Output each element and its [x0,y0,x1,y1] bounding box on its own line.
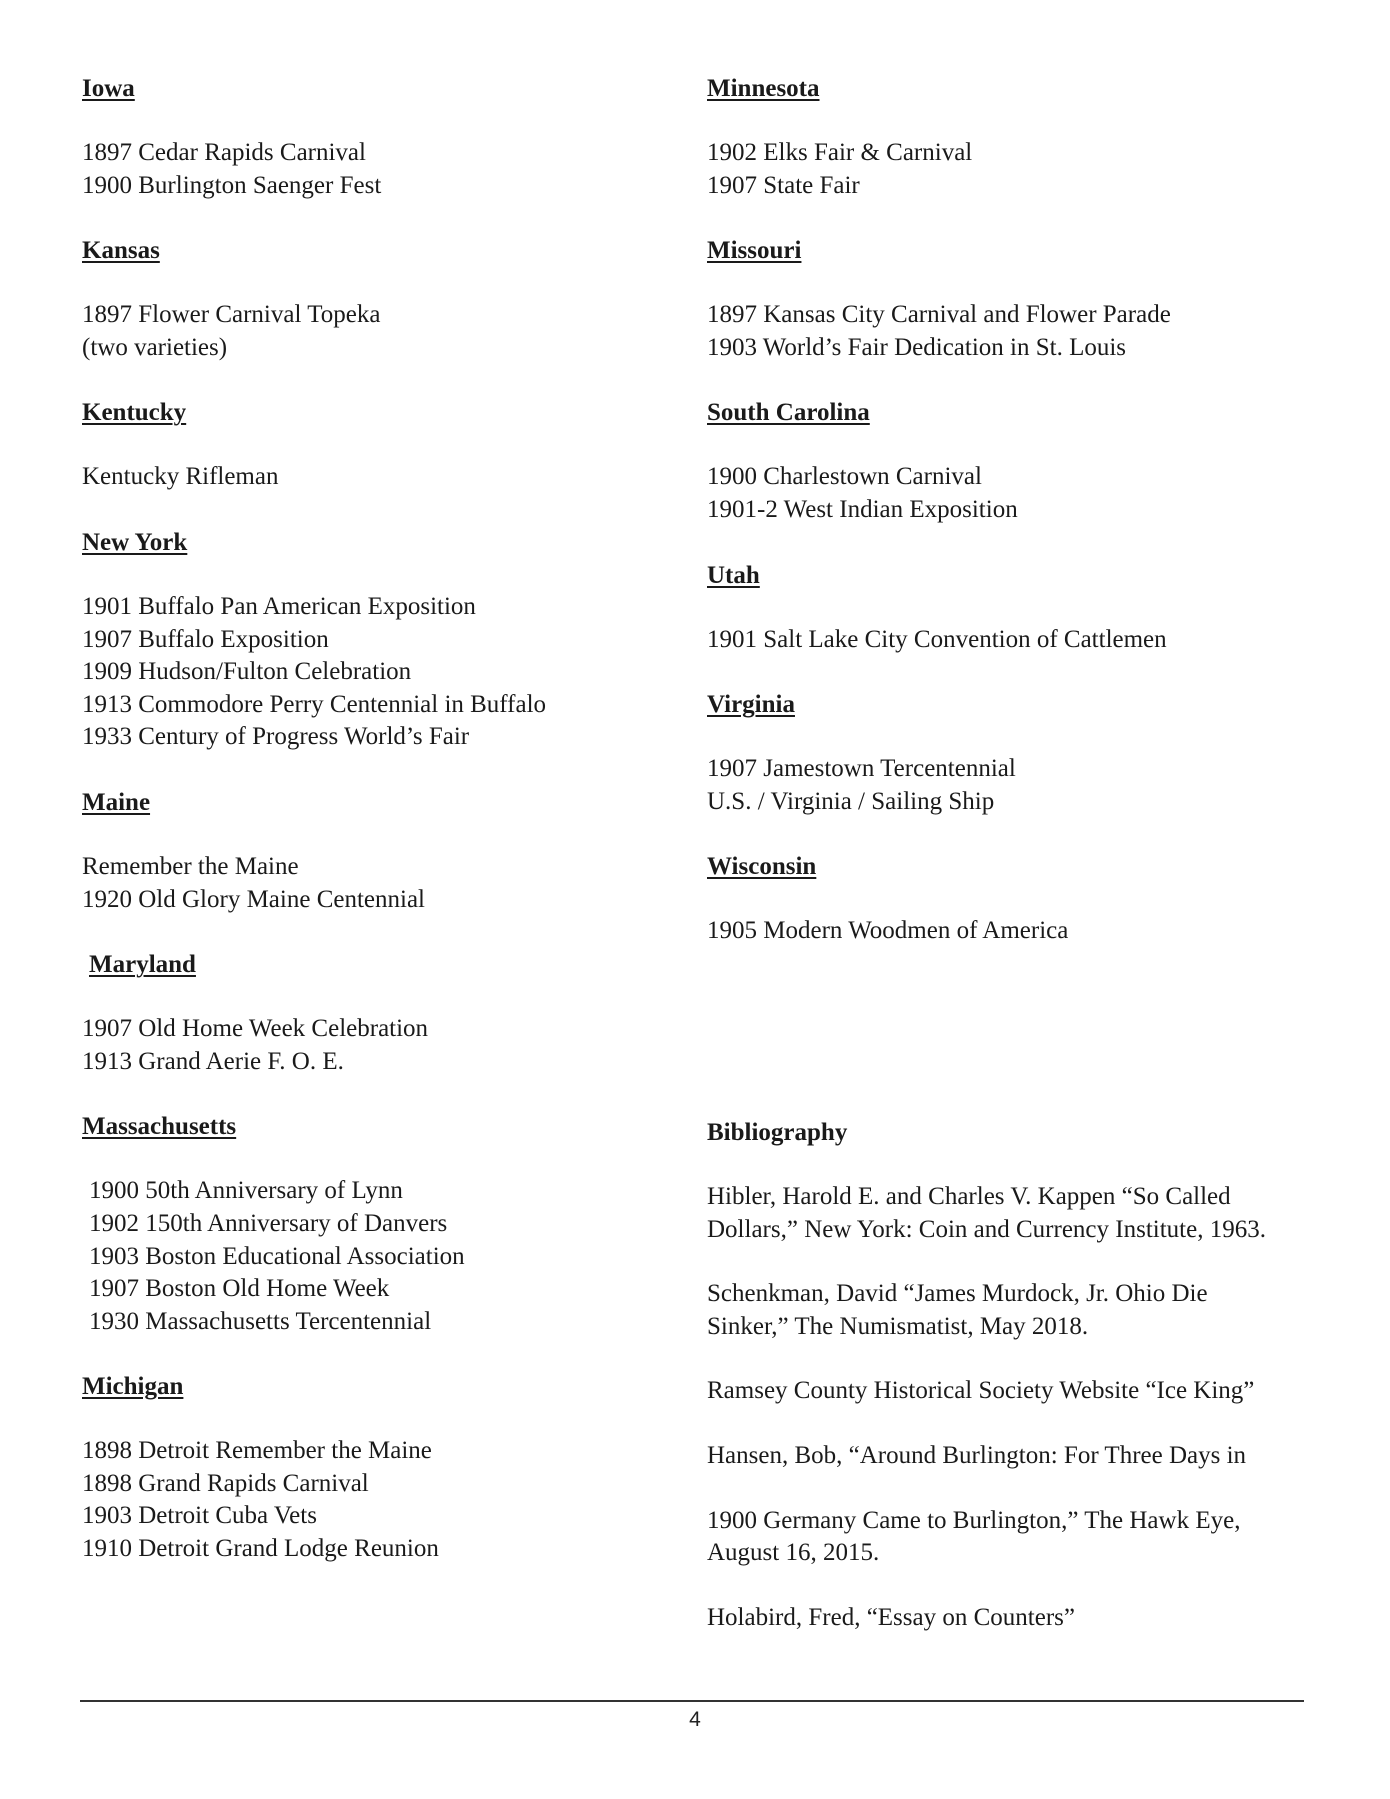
list-item: 1903 World’s Fair Dedication in St. Louis [707,333,1127,361]
list-item: 1902 150th Anniversary of Danvers [89,1209,448,1237]
section-heading: South Carolina [707,399,870,427]
bibliography-line: Sinker,” The Numismatist, May 2018. [707,1312,1089,1340]
section-heading: Kentucky [82,399,187,427]
bibliography-entry [707,1505,1327,1570]
section-utah [707,559,1327,657]
list-item: 1920 Old Glory Maine Centennial [82,885,425,913]
section-heading: Iowa [82,75,135,102]
section-kentucky [82,396,682,494]
bibliography-line: 1900 Germany Came to Burlington,” The Hawk Eye, [707,1506,1241,1534]
list-item: 1898 Detroit Remember the Maine [82,1437,432,1465]
list-item: 1901-2 West Indian Exposition [707,495,1018,523]
list-item: 1903 Detroit Cuba Vets [82,1502,317,1530]
section-heading: Missouri [707,237,802,265]
section-iowa [82,72,682,202]
bibliography-heading: Bibliography [707,1119,848,1146]
list-item: 1933 Century of Progress World’s Fair [82,723,470,751]
bibliography-line: Hansen, Bob, “Around Burlington: For Three Days in [707,1441,1247,1469]
list-item: 1903 Boston Educational Association [89,1242,465,1270]
section-virginia [707,688,1327,818]
list-item: 1909 Hudson/Fulton Celebration [82,658,412,686]
section-michigan [82,1370,682,1565]
section-heading: Maryland [89,951,196,979]
list-item: 1901 Buffalo Pan American Exposition [82,592,476,620]
bibliography-line: Dollars,” New York: Coin and Currency Institute, 1963. [707,1215,1266,1243]
page-number: 4 [689,1708,701,1731]
list-item: 1897 Kansas City Carnival and Flower Parade [707,301,1171,329]
bibliography-line: Hibler, Harold E. and Charles V. Kappen “So Called [707,1183,1231,1210]
bibliography [707,1116,1327,1634]
list-item: 1897 Cedar Rapids Carnival [82,139,366,166]
list-item: 1913 Commodore Perry Centennial in Buffalo [82,690,547,718]
section-heading: New York [82,528,188,556]
bibliography-line: August 16, 2015. [707,1539,880,1567]
list-item: 1907 Jamestown Tercentennial [707,755,1016,783]
section-heading: Maine [82,788,151,816]
bibliography-entry [707,1278,1327,1343]
section-heading: Massachusetts [82,1113,237,1141]
list-item: 1900 Burlington Saenger Fest [82,171,382,199]
right-column [707,72,1327,948]
list-item: (two varieties) [82,333,228,361]
list-item: 1907 Boston Old Home Week [89,1275,390,1303]
list-item: 1897 Flower Carnival Topeka [82,301,381,329]
bibliography-line: Ramsey County Historical Society Website “Ice King” [707,1377,1255,1405]
section-heading: Minnesota [707,75,820,102]
bibliography-entry [707,1602,1327,1635]
section-maryland [82,948,682,1078]
list-item: 1930 Massachusetts Tercentennial [89,1307,432,1335]
section-heading: Utah [707,561,760,589]
list-item: 1900 Charlestown Carnival [707,463,982,491]
left-column [82,72,682,1566]
section-heading: Wisconsin [707,853,817,881]
list-item: 1898 Grand Rapids Carnival [82,1469,369,1497]
list-item: 1902 Elks Fair & Carnival [707,139,973,166]
bibliography-entry [707,1181,1327,1246]
footer-divider [80,1700,1304,1702]
section-maine [82,786,682,916]
section-kansas [82,234,682,364]
list-item: Remember the Maine [82,852,299,880]
section-new-york [82,526,682,754]
list-item: 1901 Salt Lake City Convention of Cattlemen [707,625,1167,653]
list-item: 1905 Modern Woodmen of America [707,917,1069,945]
section-south-carolina [707,396,1327,526]
bibliography-entry [707,1375,1327,1408]
list-item: 1913 Grand Aerie F. O. E. [82,1047,344,1075]
bibliography-line: Holabird, Fred, “Essay on Counters” [707,1603,1075,1631]
list-item: 1900 50th Anniversary of Lynn [89,1177,403,1205]
section-missouri [707,234,1327,364]
section-heading: Michigan [82,1373,184,1401]
list-item: 1907 State Fair [707,171,860,199]
section-heading: Kansas [82,237,160,265]
bibliography-line: Schenkman, David “James Murdock, Jr. Ohio Die [707,1280,1208,1308]
section-massachusetts [82,1110,682,1338]
section-wisconsin [707,850,1327,948]
list-item: Kentucky Rifleman [82,463,279,491]
list-item: 1907 Buffalo Exposition [82,625,329,653]
list-item: U.S. / Virginia / Sailing Ship [707,787,995,815]
section-minnesota [707,72,1327,202]
list-item: 1907 Old Home Week Celebration [82,1015,429,1043]
section-heading: Virginia [707,691,795,719]
list-item: 1910 Detroit Grand Lodge Reunion [82,1535,439,1563]
bibliography-entry [707,1440,1327,1473]
